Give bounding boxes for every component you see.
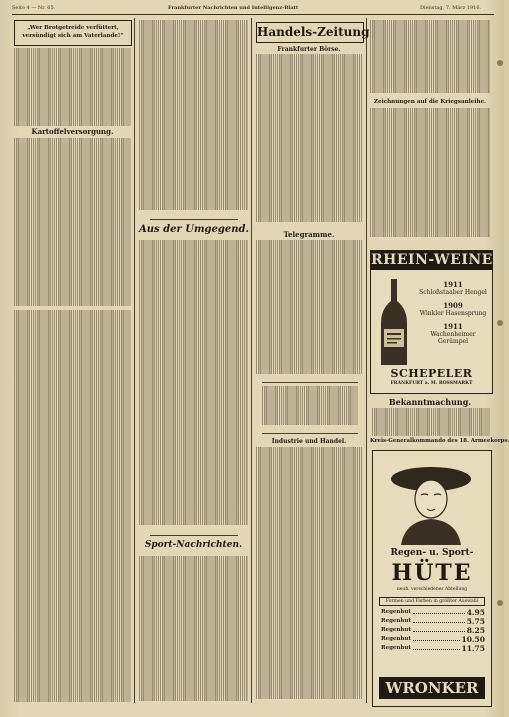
section-rule [150,535,238,536]
heading-industrie: Industrie und Handel. [271,438,347,445]
price-label: Regenhut [381,627,411,633]
hat-woman-illustration-icon [381,455,481,545]
ad-brand-address: FRANKFURT a. M. ROSSMARKT [390,381,473,386]
price-row [381,609,485,616]
binding-hole [497,600,503,606]
wine-year: 1911 [443,280,463,289]
ad-hats [372,450,492,707]
ad-rheinweine [370,250,493,394]
column-rule [366,18,367,703]
notice-subline: Kreis-Generalkommando des 18. Armeekorps. [370,438,509,444]
issue-date: Dienstag, 7. März 1916. [420,5,482,11]
notice-title: Bekanntmachung. [388,397,472,407]
hats-price-list [381,609,485,652]
price-value: 4.95 [466,608,485,617]
heading-kartoffel: Kartoffelversorgung. [31,127,114,136]
article-text [139,240,248,530]
masthead: Frankfurter Nachrichten und Intelligenz-Blatt [168,5,299,11]
handels-title-box [256,22,370,43]
wine-name: Winkler Hasensprung [419,309,487,317]
hats-intro: Formen und Farben in größter Auswahl [385,599,479,604]
column-rule [251,18,252,703]
hats-shop: WRONKER [379,677,485,699]
article-text [370,20,490,94]
price-row [381,618,485,625]
exchange-table [262,382,358,434]
article-text [256,54,363,226]
price-value: 8.25 [466,626,485,635]
binding-hole [497,60,503,66]
article-text [14,138,131,306]
price-label: Regenhut [381,609,411,615]
wine-year: 1909 [443,301,463,310]
hats-intro-box [379,597,485,606]
price-row [381,636,485,643]
wine-year: 1911 [443,322,463,331]
heading-sport: Sport-Nachrichten. [144,540,243,550]
heading-boerse: Frankfurter Börse. [277,46,341,53]
price-row [381,627,485,634]
motto-line: versündigt sich am Vaterlande!“ [22,33,124,39]
handels-zeitung-title: Handels-Zeitung [257,25,370,39]
heading-zeichnungen: Zeichnungen auf die Kriegsanleihe. [373,99,487,105]
price-label: Regenhut [381,618,411,624]
hats-sub: neuh. verschiedener Abteilung [396,587,468,592]
article-text [14,48,131,126]
heading-telegramme: Telegramme. [283,230,335,239]
price-label: Regenhut [381,636,411,642]
article-text [139,556,248,702]
ad-rheinweine-title: RHEIN-WEINE [371,252,493,268]
hats-line1: Regen- u. Sport- [390,548,474,558]
price-value: 10.50 [461,635,485,644]
article-text [256,447,363,702]
motto-line: „Wer Brotgetreide verfüttert, [27,25,119,31]
price-value: 5.75 [466,617,485,626]
wine-bottle-icon [374,277,414,369]
page-label: Seite 4 — Nr. 65. [12,5,56,11]
ad-brand: SCHEPELER [390,367,473,380]
heading-umgegend: Aus der Umgegend. [139,224,249,235]
wine-name: Schloßstaaber Hengel [419,288,487,296]
wine-name: Wachenheimer Gerümpel [430,330,476,345]
header-rule [12,14,494,15]
price-row [381,645,485,652]
binding-hole [497,320,503,326]
hats-big: HÜTE [391,560,473,586]
article-text [370,108,490,238]
notice-text [372,408,490,436]
price-label: Regenhut [381,645,411,651]
article-text [256,240,363,378]
article-text [14,310,131,702]
column-rule [134,18,135,703]
article-text [139,20,248,214]
price-value: 11.75 [461,644,485,653]
motto-box [14,20,132,46]
section-rule [150,219,238,220]
